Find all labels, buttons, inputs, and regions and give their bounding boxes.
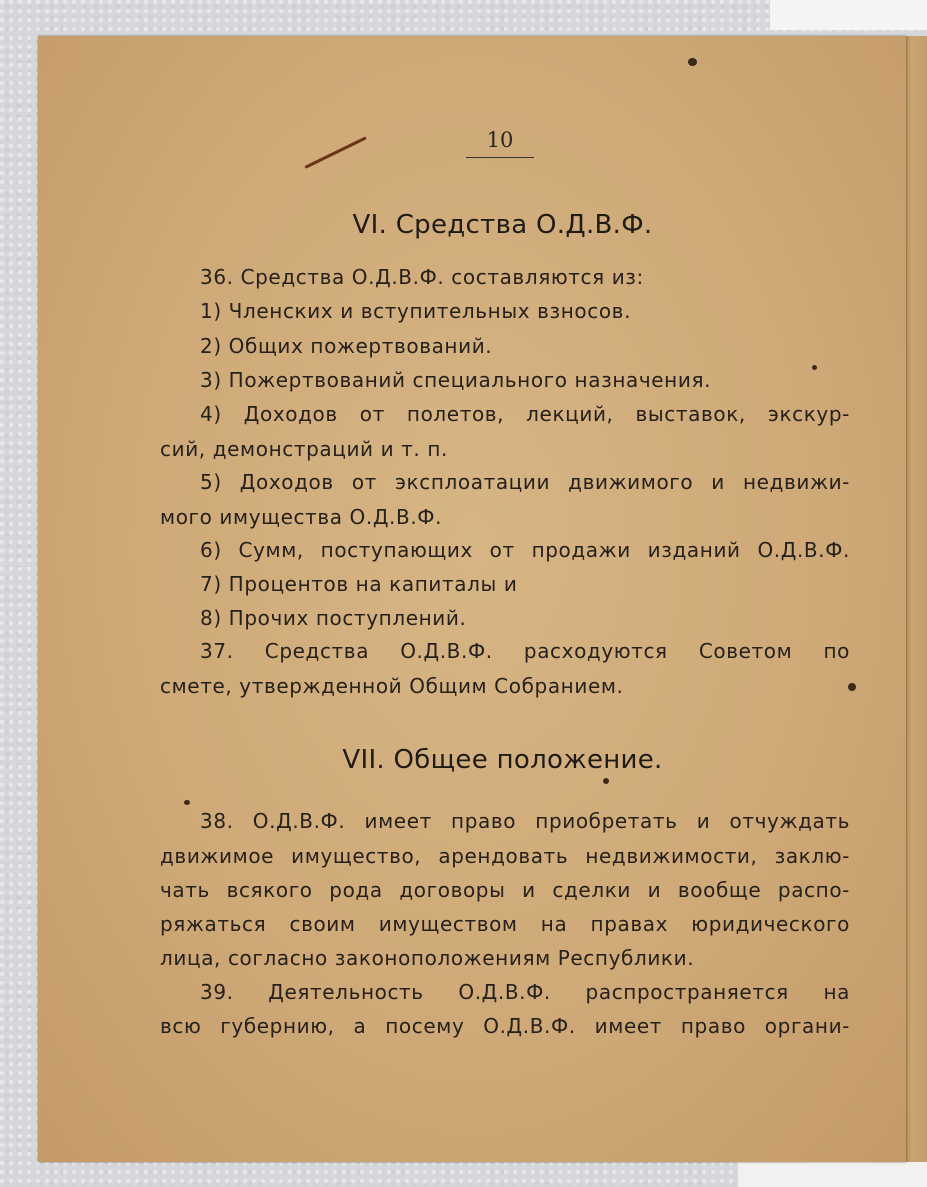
text-line: 1) Членских и вступительных взносов. xyxy=(200,299,632,323)
text-line: 38. О.Д.В.Ф. имеет право приобретать и отчуждать xyxy=(200,809,850,833)
text-line: лица, согласно законоположениям Республики. xyxy=(160,946,695,970)
section-heading-vii: VII. Общее положение. xyxy=(342,745,663,775)
text-line: 37. Средства О.Д.В.Ф. расходуются Советом по xyxy=(200,639,850,663)
text-line: 6) Сумм, поступающих от продажи изданий О.Д.В.Ф. xyxy=(200,538,850,562)
text-line: всю губернию, а посему О.Д.В.Ф. имеет право органи- xyxy=(160,1014,850,1038)
page-number: 10 xyxy=(486,128,514,152)
stain-spot xyxy=(688,58,697,66)
text-line: чать всякого рода договоры и сделки и вообще распо- xyxy=(160,878,850,902)
section-heading-vi: VI. Средства О.Д.В.Ф. xyxy=(352,210,653,240)
text-line: мого имущества О.Д.В.Ф. xyxy=(160,505,443,529)
text-line: 5) Доходов от эксплоатации движимого и недвижи- xyxy=(200,470,850,494)
background-white-area xyxy=(770,0,927,30)
stain-spot xyxy=(184,800,190,805)
text-line: 7) Процентов на капиталы и xyxy=(200,572,518,596)
text-line: 36. Средства О.Д.В.Ф. составляются из: xyxy=(200,265,644,289)
stain-spot xyxy=(603,778,609,784)
background-white-area-bottom xyxy=(738,1160,927,1187)
next-page-edge xyxy=(904,36,927,1162)
text-line: смете, утвержденной Общим Собранием. xyxy=(160,674,624,698)
text-line: ряжаться своим имуществом на правах юридического xyxy=(160,912,850,936)
page-number-rule xyxy=(466,157,534,158)
text-line: движимое имущество, арендовать недвижимости, заклю- xyxy=(160,844,850,868)
text-line: 8) Прочих поступлений. xyxy=(200,606,467,630)
text-line: 3) Пожертвований специального назначения. xyxy=(200,368,712,392)
text-line: 4) Доходов от полетов, лекций, выставок, экскур- xyxy=(200,402,850,426)
text-line: сий, демонстраций и т. п. xyxy=(160,437,448,461)
text-line: 39. Деятельность О.Д.В.Ф. распространяется на xyxy=(200,980,850,1004)
text-line: 2) Общих пожертвований. xyxy=(200,334,493,358)
